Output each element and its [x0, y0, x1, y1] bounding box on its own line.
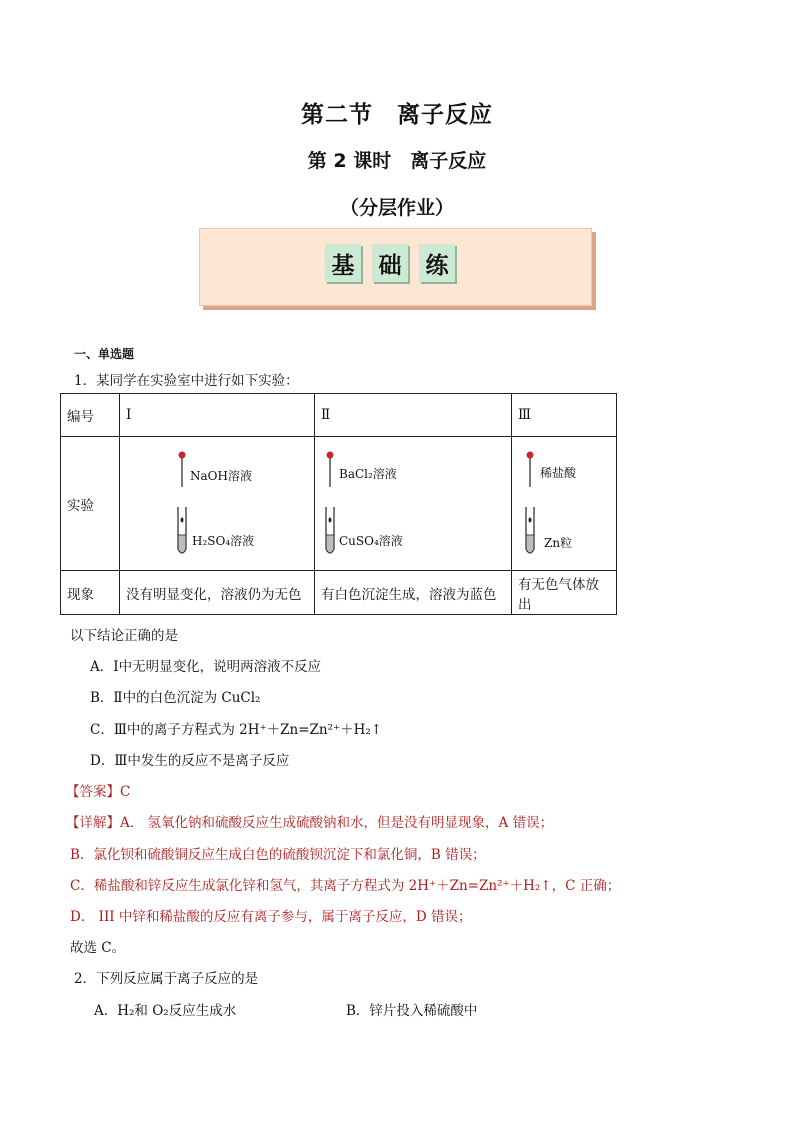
detail-b: B．氯化钡和硫酸铜反应生成白色的硫酸钡沉淀下和氯化铜，B 错误； [70, 847, 486, 863]
banner-char-2: 础 [372, 244, 408, 282]
answer-value: C [120, 784, 131, 800]
section-heading: 一、单选题 [74, 347, 135, 361]
q2-option-a: A．H₂和 O₂反应生成水 [94, 1003, 237, 1019]
banner-char-1: 基 [325, 244, 361, 282]
experiment-2-cell [315, 437, 512, 571]
phenomenon-2: 有白色沉淀生成，溶液为蓝色 [315, 571, 512, 615]
detail-c: C．稀盐酸和锌反应生成氯化锌和氢气，其离子方程式为 2H⁺＋Zn=Zn²⁺＋H₂↑，C 正确； [70, 878, 621, 894]
banner-char-3: 练 [419, 244, 455, 282]
detail-label: 【详解】 [66, 815, 120, 831]
option-c: C．Ⅲ中的离子方程式为 2H⁺＋Zn=Zn²⁺＋H₂↑ [90, 722, 383, 738]
basic-practice-banner [199, 228, 592, 306]
row-label-phenomenon: 现象 [61, 571, 120, 615]
q2-option-b: B．锌片投入稀硫酸中 [346, 1003, 478, 1019]
subtitle: （分层作业） [339, 197, 454, 219]
reagent-bottom-3: Zn粒 [544, 536, 573, 550]
number-2: Ⅱ [315, 394, 512, 437]
final-answer: 故选 C。 [70, 940, 126, 956]
question-1-stem: 1．某同学在实验室中进行如下实验： [74, 373, 299, 389]
detail-d: D． III 中锌和稀盐酸的反应有离子参与，属于离子反应，D 错误； [70, 909, 472, 925]
number-1: Ⅰ [120, 394, 315, 437]
reagent-top-1: NaOH溶液 [190, 469, 252, 483]
row-label-number: 编号 [61, 394, 120, 437]
answer-label: 【答案】 [66, 784, 120, 800]
detail-a: A． 氢氧化钠和硫酸反应生成硫酸钠和水，但是没有明显现象，A 错误； [120, 815, 554, 831]
option-a: A．Ⅰ中无明显变化，说明两溶液不反应 [90, 659, 322, 675]
row-label-experiment: 实验 [61, 437, 120, 571]
lesson-title: 第 2 课时 离子反应 [307, 150, 487, 172]
section-title: 第二节 离子反应 [301, 102, 493, 128]
detail-line-a [66, 811, 553, 831]
option-b: B．Ⅱ中的白色沉淀为 CuCl₂ [90, 690, 261, 706]
reagent-bottom-2: CuSO₄溶液 [339, 534, 403, 548]
experiment-1-cell [120, 437, 315, 571]
phenomenon-1: 没有明显变化，溶液仍为无色 [120, 571, 315, 615]
experiment-3-cell [512, 437, 617, 571]
number-3: Ⅲ [512, 394, 617, 437]
reagent-top-3: 稀盐酸 [540, 466, 577, 480]
answer-line [66, 780, 130, 800]
phenomenon-3: 有无色气体放出 [512, 571, 617, 615]
experiment-table [60, 393, 617, 615]
question-1-prompt: 以下结论正确的是 [70, 628, 178, 644]
question-2-stem: 2．下列反应属于离子反应的是 [74, 971, 259, 987]
reagent-top-2: BaCl₂溶液 [339, 467, 397, 481]
reagent-bottom-1: H₂SO₄溶液 [192, 534, 255, 548]
option-d: D．Ⅲ中发生的反应不是离子反应 [90, 753, 290, 769]
